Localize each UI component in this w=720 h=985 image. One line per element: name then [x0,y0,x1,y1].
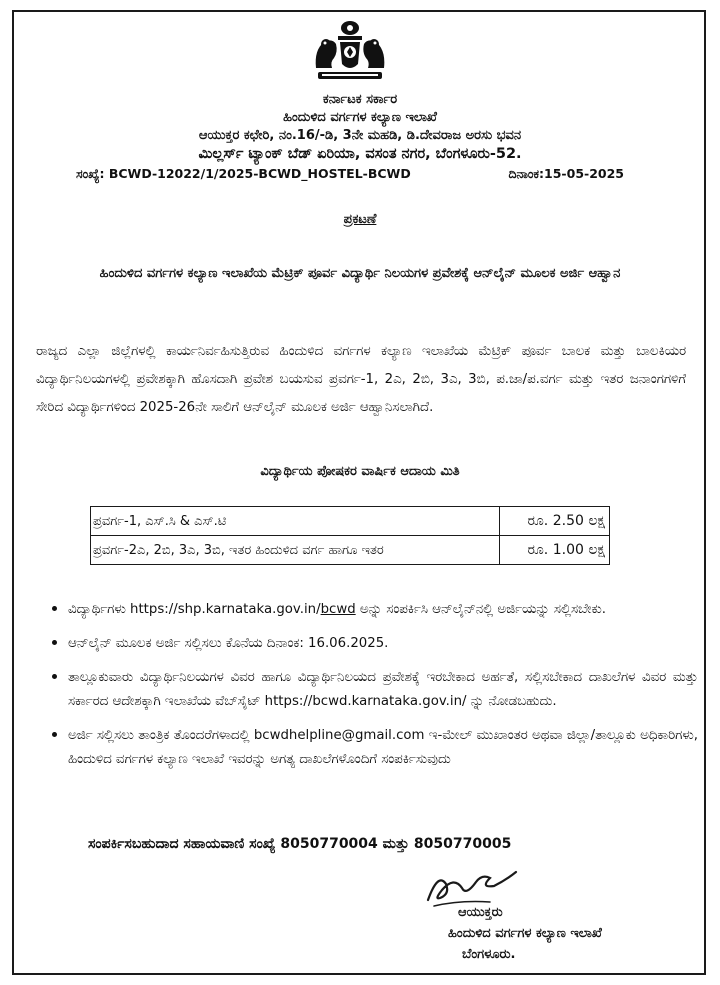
income-limit-title: ವಿದ್ಯಾರ್ಥಿಯ ಪೋಷಕರ ವಾರ್ಷಿಕ ಆದಾಯ ಮಿತಿ [260,464,460,479]
government-name: ಕರ್ನಾಟಕ ಸರ್ಕಾರ [322,92,398,107]
bcwd-link[interactable]: bcwd [320,602,356,617]
body-paragraph: ರಾಜ್ಯದ ಎಲ್ಲಾ ಜಿಲ್ಲೆಗಳಲ್ಲಿ ಕಾರ್ಯನಿರ್ವಹಿಸುತ್ತಿರುವ ಹಿಂದುಳಿದ ವರ್ಗಗಳ ಕಲ್ಯಾಣ ಇಲಾಖೆಯ ಮೆಟ್ರಿಕ್ ಪೂರ್ವ ಬಾಲಕ ಮತ್ತು ಬಾಲಕಿಯರ ವಿದ್ಯಾರ್ಥಿನಿಲಯಗಳಲ್ಲಿ ಪ್ರವೇಶಕ್ಕಾಗಿ ಹೊಸದಾಗಿ ಪ್ರವೇಶ ಬಯಸುವ ಪ್ರವರ್ಗ-1, 2ಎ, 2ಬಿ, 3ಎ, 3ಬಿ, ಪ.ಜಾ/ಪ.ವರ್ಗ ಮತ್ತು ಇತರ ಜನಾಂಗಗಳಿಗೆ ಸೇರಿದ ವಿದ್ಯಾರ್ಥಿಗಳಿಂದ 2025-26ನೇ ಸಾಲಿಗೆ ಆನ್‌ಲೈನ್ ಮೂಲಕ ಅರ್ಜಿ ಆಹ್ವಾನಿಸಲಾಗಿದೆ. [36,344,686,415]
office-address-line1: ಆಯುಕ್ತರ ಕಛೇರಿ, ನಂ.16/-ಡಿ, 3ನೇ ಮಹಡಿ, ಡಿ.ದೇವರಾಜ ಅರಸು ಭವನ [198,128,522,143]
reference-number: ಸಂಖ್ಯೆ: BCWD-12022/1/2025-BCWD_HOSTEL-BCWD [76,166,411,181]
list-item: • ತಾಲ್ಲೂಕುವಾರು ವಿದ್ಯಾರ್ಥಿನಿಲಯಗಳ ವಿವರ ಹಾಗೂ ವಿದ್ಯಾರ್ಥಿನಿಲಯದ ಪ್ರವೇಶಕ್ಕೆ ಇರಬೇಕಾದ ಅರ್ಹತೆ, ಸಲ್ಲಿಸಬೇಕಾದ ದಾಖಲೆಗಳ ವಿವರ ಮತ್ತು ಸರ್ಕಾರದ ಆದೇಶಕ್ಕಾಗಿ ಇಲಾಖೆಯ ವೆಬ್‌ಸೈಟ್ https://bcwd.karnataka.gov.in/ ನ್ನು ನೋಡಬಹುದು. [68,664,698,714]
department-name: ಹಿಂದುಳಿದ ವರ್ಗಗಳ ಕಲ್ಯಾಣ ಇಲಾಖೆ [283,110,437,125]
helpline-numbers: ಸಂಪರ್ಕಿಸಬಹುದಾದ ಸಹಾಯವಾಣಿ ಸಂಖ್ಯೆ 8050770004 ಮತ್ತು 8050770005 [88,836,512,852]
table-row [91,507,610,536]
category-cell: ಪ್ರವರ್ಗ-1, ಎಸ್.ಸಿ & ಎಸ್.ಟಿ [91,507,500,536]
signatory-title: ಆಯುಕ್ತರು [458,905,503,920]
table-row [91,536,610,565]
signatory-block [448,902,602,965]
signatory-city: ಬೆಂಗಳೂರು. [462,947,516,962]
amount-cell: ರೂ. 2.50 ಲಕ್ಷ [500,507,610,536]
notice-title: ಪ್ರಕಟಣೆ [343,212,377,227]
reference-date: ದಿನಾಂಕ:15-05-2025 [508,166,624,181]
category-cell: ಪ್ರವರ್ಗ-2ಎ, 2ಬಿ, 3ಎ, 3ಬಿ, ಇತರ ಹಿಂದುಳಿದ ವರ್ಗ ಹಾಗೂ ಇತರ [91,536,500,565]
office-address-line2: ಮಿಲ್ಲರ್ಸ್ ಟ್ಯಾಂಕ್ ಬೆಡ್ ಏರಿಯಾ, ವಸಂತ ನಗರ, ಬೆಂಗಳೂರು-52. [198,146,522,162]
reference-line [76,166,624,182]
notice-subject: ಹಿಂದುಳಿದ ವರ್ಗಗಳ ಕಲ್ಯಾಣ ಇಲಾಖೆಯ ಮೆಟ್ರಿಕ್ ಪೂರ್ವ ವಿದ್ಯಾರ್ಥಿ ನಿಲಯಗಳ ಪ್ರವೇಶಕ್ಕೆ ಆನ್‌ಲೈನ್ ಮೂಲಕ ಅರ್ಜಿ ಆಹ್ವಾನ [99,266,621,281]
point-text: ಅನ್ನು ಸಂಪರ್ಕಿಸಿ ಆನ್‌ಲೈನ್‌ನಲ್ಲಿ ಅರ್ಜಿಯನ್ನು ಸಲ್ಲಿಸಬೇಕು. [355,602,606,617]
income-limit-table [90,506,610,565]
amount-cell: ರೂ. 1.00 ಲಕ್ಷ [500,536,610,565]
list-item: • ಅರ್ಜಿ ಸಲ್ಲಿಸಲು ತಾಂತ್ರಿಕ ತೊಂದರೆಗಳಾದಲ್ಲಿ bcwdhelpline@gmail.com ಇ-ಮೇಲ್ ಮುಖಾಂತರ ಅಥವಾ ಜಿಲ್ಲಾ/ತಾಲ್ಲೂಕು ಅಧಿಕಾರಿಗಳು, ಹಿಂದುಳಿದ ವರ್ಗಗಳ ಕಲ್ಯಾಣ ಇಲಾಖೆ ಇವರನ್ನು ಅಗತ್ಯ ದಾಖಲೆಗಳೊಂದಿಗೆ ಸಂಪರ್ಕಿಸುವುದು [68,722,698,772]
list-item [68,596,698,622]
instruction-list [46,596,698,780]
signatory-department: ಹಿಂದುಳಿದ ವರ್ಗಗಳ ಕಲ್ಯಾಣ ಇಲಾಖೆ [448,926,602,941]
list-item: • ಆನ್‌ಲೈನ್ ಮೂಲಕ ಅರ್ಜಿ ಸಲ್ಲಿಸಲು ಕೊನೆಯ ದಿನಾಂಕ: 16.06.2025. [68,630,698,656]
point-text: ವಿದ್ಯಾರ್ಥಿಗಳು https://shp.karnataka.gov.in/ [68,602,321,617]
state-emblem-icon [308,18,392,86]
